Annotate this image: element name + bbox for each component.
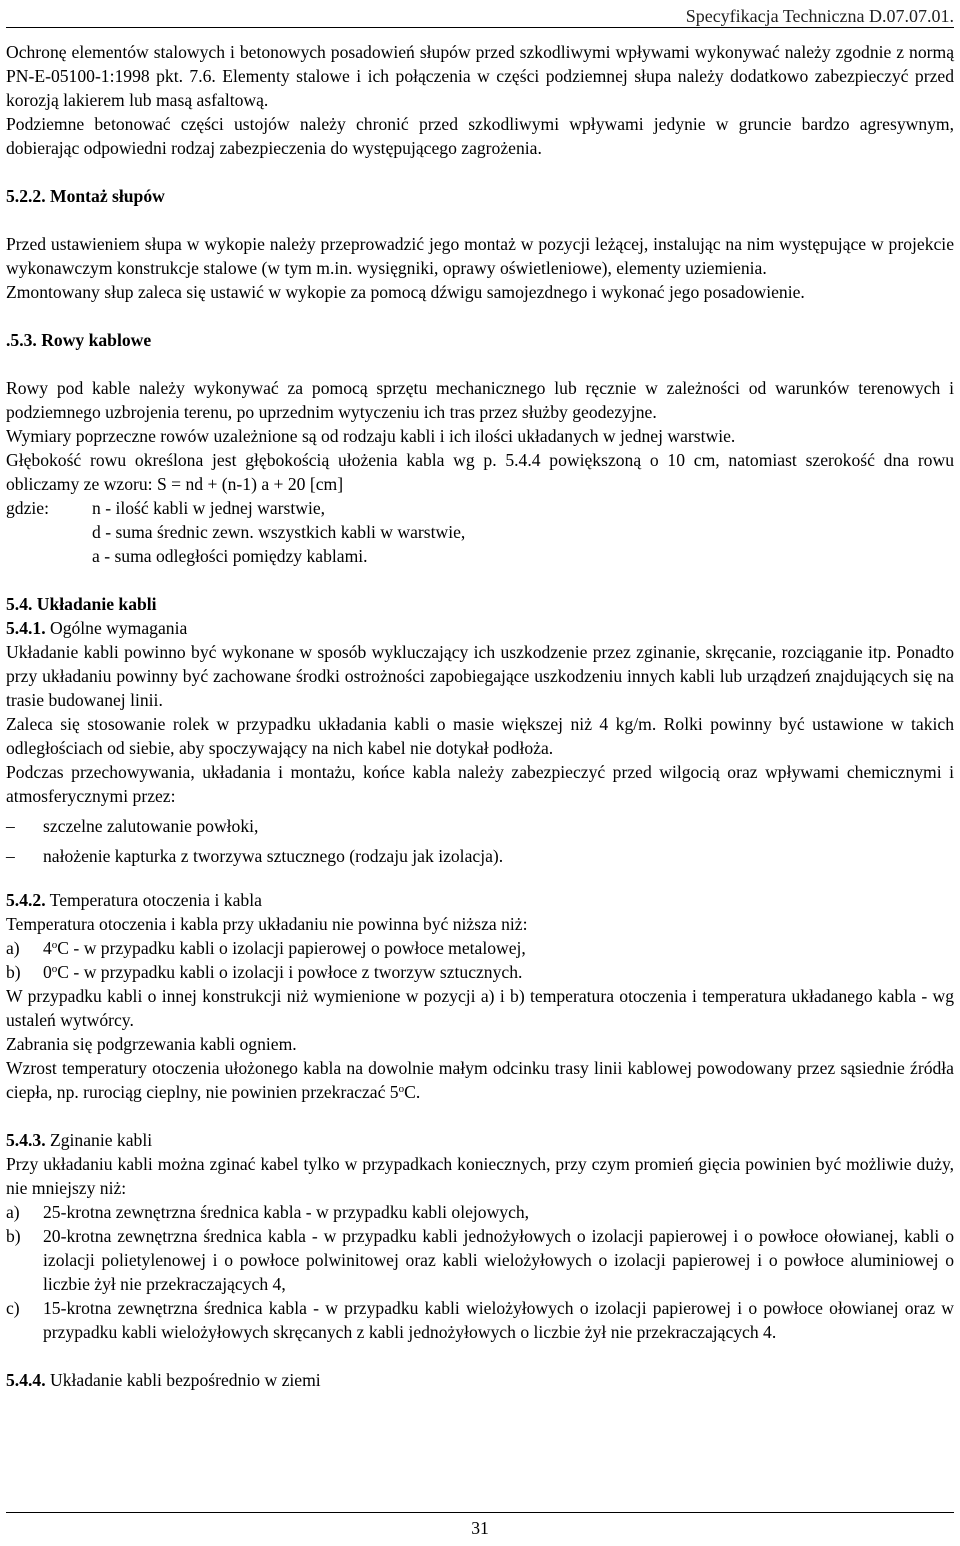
dash-bullet: – (6, 816, 15, 836)
subsection-title: Układanie kabli bezpośrednio w ziemi (45, 1370, 321, 1390)
list-item-text: 25-krotna zewnętrzna średnica kabla - w przypadku kabli olejowych, (43, 1202, 530, 1222)
list-item (6, 1200, 954, 1224)
list-item (6, 1224, 954, 1296)
where-label: gdzie: (6, 498, 49, 518)
subsection-title: Temperatura otoczenia i kabla (45, 890, 262, 910)
list-item (6, 844, 954, 868)
where-definition: a - suma odległości pomiędzy kablami. (92, 546, 368, 566)
subsection-title: Ogólne wymagania (45, 618, 188, 638)
paragraph: Przy układaniu kabli można zginać kabel tylko w przypadkach koniecznych, przy czym promień gięcia powinien być możliwie duży, nie mniejszy niż: (6, 1154, 954, 1198)
list-item (6, 814, 954, 838)
paragraph: Zabrania się podgrzewania kabli ogniem. (6, 1034, 297, 1054)
paragraph: Zaleca się stosowanie rolek w przypadku układania kabli o masie większej niż 4 kg/m. Rolki powinny być ustawione w takich odległościach od siebie, aby spoczywający na nich kabel nie dotykał podłoża. (6, 714, 954, 758)
paragraph: Podziemne betonować części ustojów należy chronić przed szkodliwymi wpływami jedynie w gruncie bardzo agresywnym, dobierając odpowiedni rodzaj zabezpieczenia do występującego zagrożenia. (6, 114, 954, 158)
document-header-title: Specyfikacja Techniczna D.07.07.01. (685, 6, 954, 26)
list-item-label: a) (6, 1202, 20, 1222)
paragraph: Podczas przechowywania, układania i montażu, końce kabla należy zabezpieczyć przed wilgocią oraz wpływami chemicznymi i atmosferycznymi przez: (6, 762, 954, 806)
where-row-n (6, 496, 954, 520)
section-heading-5-3: .5.3. Rowy kablowe (6, 330, 152, 350)
list-item-text: 15-krotna zewnętrzna średnica kabla - w przypadku kabli wielożyłowych o izolacji papierowej i o powłoce ołowianej oraz w przypadku kabli wielożyłowych skręcanych z kabli jednożyłowych o liczbie żył nie przekraczających 4. (43, 1298, 954, 1342)
paragraph: Głębokość rowu określona jest głębokością ułożenia kabla wg p. 5.4.4 powiększoną o 10 cm, natomiast szerokość dna rowu obliczamy ze wzoru: S = nd + (n-1) a + 20 [cm] (6, 450, 954, 494)
list-item-label: b) (6, 1226, 21, 1246)
paragraph: Wzrost temperatury otoczenia ułożonego kabla na dowolnie małym odcinku trasy linii kablowej powodowany przez sąsiednie źródła ciepła, np. rurociąg cieplny, nie powinien przekraczać 5$^o$C. (6, 1058, 954, 1102)
paragraph: W przypadku kabli o innej konstrukcji niż wymienione w pozycji a) i b) temperatura otoczenia i temperatura układanego kabla - wg ustaleń wytwórcy. (6, 986, 954, 1030)
page-number: 31 (471, 1518, 489, 1538)
paragraph: Wymiary poprzeczne rowów uzależnione są od rodzaju kabli i ich ilości układanych w jednej warstwie. (6, 426, 736, 446)
dash-bullet: – (6, 846, 15, 866)
subsection-heading-5-4-4 (6, 1368, 954, 1392)
subsection-title: Zginanie kabli (45, 1130, 153, 1150)
paragraph: Przed ustawieniem słupa w wykopie należy przeprowadzić jego montaż w pozycji leżącej, instalując na nim występujące w projekcie wykonawczym konstrukcje stalowe (w tym m.in. wysięgniki, oprawy oświetleniowe), elementy uziemienia. (6, 234, 954, 278)
list-item-label: a) (6, 938, 20, 958)
subsection-number: 5.4.3. (6, 1130, 46, 1150)
list-item (6, 960, 954, 984)
list-item-text: 0$^o$C - w przypadku kabli o izolacji i powłoce z tworzyw sztucznych. (43, 962, 523, 982)
list-item-text: nałożenie kapturka z tworzywa sztucznego (rodzaju jak izolacja). (43, 846, 504, 866)
subsection-number: 5.4.4. (6, 1370, 46, 1390)
list-item-label: c) (6, 1298, 20, 1318)
list-item-text: 4$^o$C - w przypadku kabli o izolacji papierowej o powłoce metalowej, (43, 938, 526, 958)
list-item (6, 936, 954, 960)
footer-rule (6, 1512, 954, 1513)
where-definition: d - suma średnic zewn. wszystkich kabli w warstwie, (92, 522, 466, 542)
subsection-heading-5-4-1 (6, 616, 954, 640)
paragraph: Temperatura otoczenia i kabla przy układaniu nie powinna być niższa niż: (6, 914, 528, 934)
subsection-number: 5.4.2. (6, 890, 46, 910)
section-heading-5-2-2: 5.2.2. Montaż słupów (6, 186, 165, 206)
subsection-number: 5.4.1. (6, 618, 46, 638)
paragraph: Ochronę elementów stalowych i betonowych posadowień słupów przed szkodliwymi wpływami wykonywać należy zgodnie z normą PN-E-05100-1:1998 pkt. 7.6. Elementy stalowe i ich połączenia w części podziemnej słupa należy dodatkowo zabezpieczyć przed korozją lakierem lub masą asfaltową. (6, 42, 954, 110)
where-definition: n - ilość kabli w jednej warstwie, (92, 498, 326, 518)
paragraph: Układanie kabli powinno być wykonane w sposób wykluczający ich uszkodzenie przez zginanie, skręcanie, rozciąganie itp. Ponadto przy układaniu powinny być zachowane środki ostrożności zapobiegające uszkodzeniu innych kabli lub urządzeń znajdujących się na trasie budowanej linii. (6, 642, 954, 710)
subsection-heading-5-4-3 (6, 1128, 954, 1152)
list-item (6, 1296, 954, 1344)
list-item-text: 20-krotna zewnętrzna średnica kabla - w przypadku kabli jednożyłowych o izolacji papierowej i o powłoce ołowianej, kabli o izolacji polietylenowej i o powłoce polwinitowej oraz kabli wielożyłowych o izolacji papierowej i o powłoce aluminiowej o liczbie żył nie przekraczających 4, (43, 1226, 954, 1294)
header-rule (6, 27, 954, 28)
list-item-label: b) (6, 962, 21, 982)
list-item-text: szczelne zalutowanie powłoki, (43, 816, 259, 836)
subsection-heading-5-4-2 (6, 888, 954, 912)
section-heading-5-4: 5.4. Układanie kabli (6, 594, 157, 614)
paragraph: Rowy pod kable należy wykonywać za pomocą sprzętu mechanicznego lub ręcznie w zależności od warunków terenowych i podziemnego uzbrojenia terenu, po uprzednim wytyczeniu ich tras przez służby geodezyjne. (6, 378, 954, 422)
paragraph: Zmontowany słup zaleca się ustawić w wykopie za pomocą dźwigu samojezdnego i wykonać jego posadowienie. (6, 282, 805, 302)
page-content (6, 40, 954, 1392)
